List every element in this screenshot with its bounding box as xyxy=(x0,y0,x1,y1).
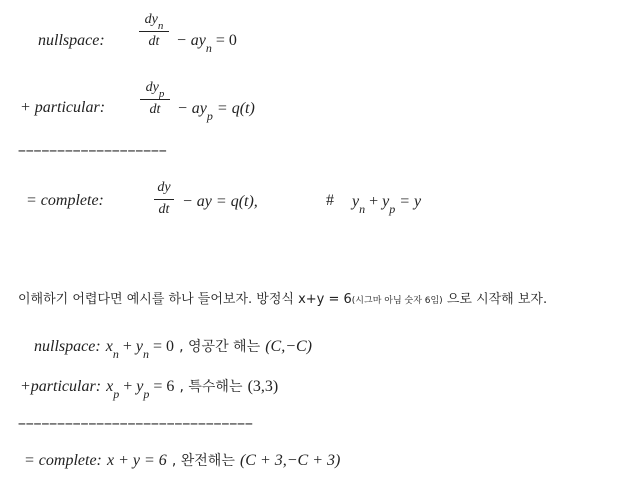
example-nullspace-row xyxy=(34,336,312,361)
complete-rhs: − ay = q(t), xyxy=(182,193,258,210)
explanation-text: 이해하기 어렵다면 예시를 하나 들어보자. 방정식 x+y = 6(시그마 아님 숫자 6임) 으로 시작해 보자. xyxy=(18,292,548,307)
example-complete-label: = complete: xyxy=(24,452,102,469)
particular-rhs: − $ay_p = q(t)$ xyxy=(177,100,255,123)
example-nullspace-equation: $x_n + y_n = 0$ xyxy=(105,338,175,361)
nullspace-derivative xyxy=(139,12,169,50)
example-particular-text: , 특수해는 xyxy=(179,379,243,395)
separator-bottom: −−−−−−−−−−−−−−−−−−−−−−−−−−−−−− xyxy=(18,417,253,432)
complete-sum: $y_n + y_p = y$ xyxy=(352,193,422,216)
example-nullspace-label: nullspace: xyxy=(34,338,101,355)
complete-label: = complete: xyxy=(26,192,104,209)
example-particular-equation: $x_p + y_p = 6$ xyxy=(106,378,175,401)
complete-derivative xyxy=(154,180,174,218)
nullspace-label: nullspace: xyxy=(38,32,105,49)
particular-derivative-numerator: $dy_p$ xyxy=(145,80,165,100)
example-nullspace-solution: (C,−C) xyxy=(265,338,312,355)
nullspace-derivative-denominator: dt xyxy=(148,34,160,49)
example-complete-solution: (C + 3,−C + 3) xyxy=(239,452,341,469)
example-complete-text: , 완전해는 xyxy=(171,453,235,469)
particular-label: + particular: xyxy=(20,99,106,116)
complete-derivative-numerator: dy xyxy=(157,180,171,195)
example-particular-label: +particular: xyxy=(20,378,102,395)
example-particular-row xyxy=(20,376,279,401)
example-complete-equation: x + y = 6 xyxy=(106,452,167,469)
particular-derivative-denominator: dt xyxy=(149,102,161,117)
hash-symbol: # xyxy=(326,192,334,209)
example-nullspace-text: , 영공간 해는 xyxy=(179,339,261,355)
separator-top: −−−−−−−−−−−−−−−−−−− xyxy=(18,144,167,159)
particular-derivative xyxy=(140,80,170,118)
nullspace-derivative-numerator: $dy_n$ xyxy=(144,12,164,32)
complete-derivative-denominator: dt xyxy=(158,202,170,217)
example-complete-row xyxy=(24,450,340,470)
nullspace-rhs: − $ay_n = 0$ xyxy=(176,32,237,55)
example-particular-solution: (3,3) xyxy=(247,378,279,395)
